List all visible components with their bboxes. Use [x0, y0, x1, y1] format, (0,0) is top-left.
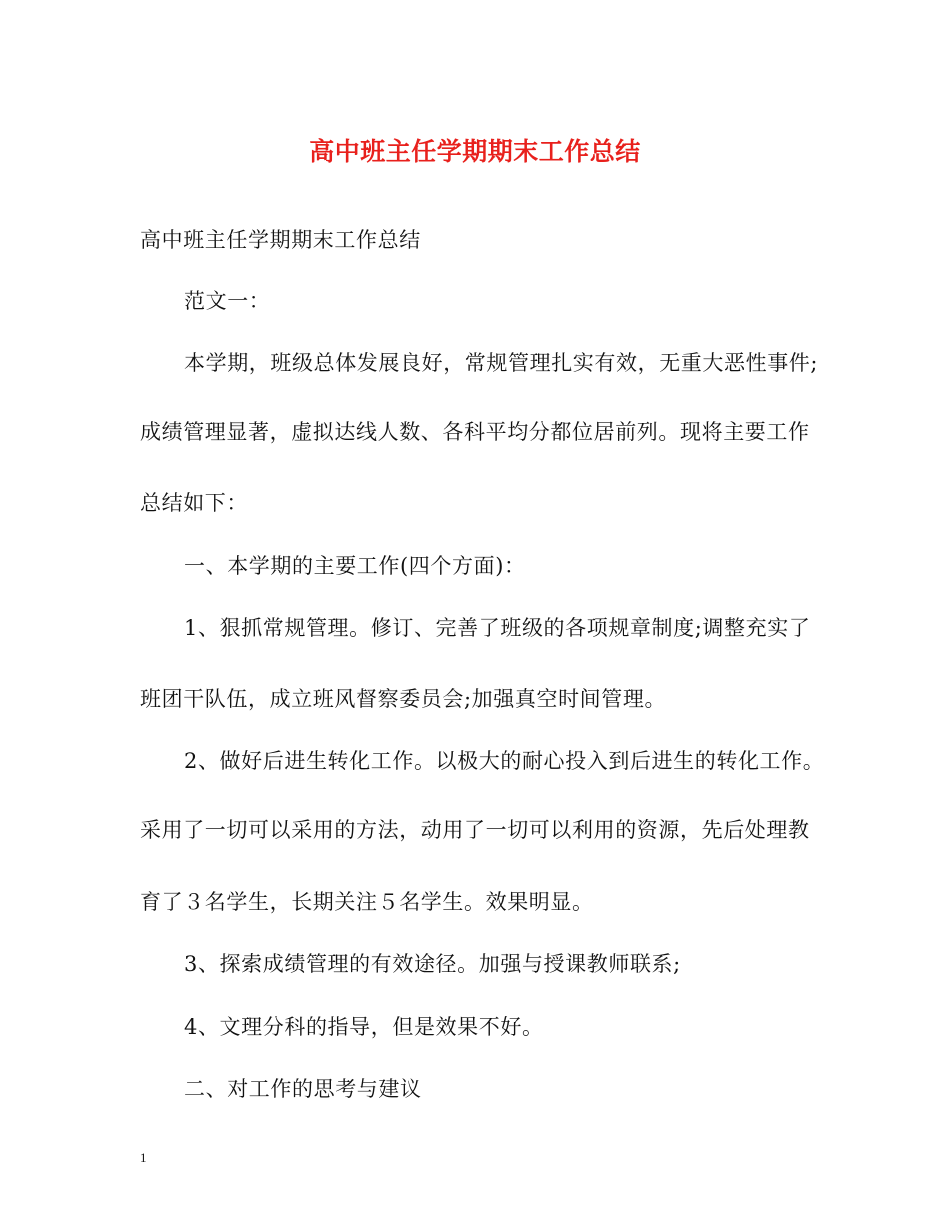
paragraph-line: 4、文理分科的指导，但是效果不好。 [184, 1015, 544, 1039]
paragraph-line: 育了３名学生，长期关注５名学生。效果明显。 [140, 890, 594, 914]
paragraph-line: 1、狠抓常规管理。修订、完善了班级的各项规章制度;调整充实了 [184, 616, 811, 640]
paragraph-line: 成绩管理显著，虚拟达线人数、各科平均分都位居前列。现将主要工作 [140, 420, 810, 444]
paragraph-line: 班团干队伍，成立班风督察委员会;加强真空时间管理。 [140, 687, 667, 711]
document-title: 高中班主任学期期末工作总结 [309, 137, 641, 166]
section-heading: 二、对工作的思考与建议 [184, 1077, 422, 1101]
paragraph-line: 2、做好后进生转化工作。以极大的耐心投入到后进生的转化工作。 [184, 749, 825, 773]
page-number: 1 [140, 1150, 147, 1165]
paragraph-line: 本学期，班级总体发展良好，常规管理扎实有效，无重大恶性事件; [184, 351, 819, 375]
paragraph-line: 3、探索成绩管理的有效途径。加强与授课教师联系; [184, 952, 681, 976]
subtitle-line: 高中班主任学期期末工作总结 [140, 228, 421, 252]
paragraph-line: 总结如下： [140, 491, 248, 515]
paragraph-line: 采用了一切可以采用的方法，动用了一切可以利用的资源，先后处理教 [140, 818, 810, 842]
section-heading: 一、本学期的主要工作(四个方面)： [184, 554, 526, 578]
paragraph-line: 范文一： [184, 289, 271, 313]
